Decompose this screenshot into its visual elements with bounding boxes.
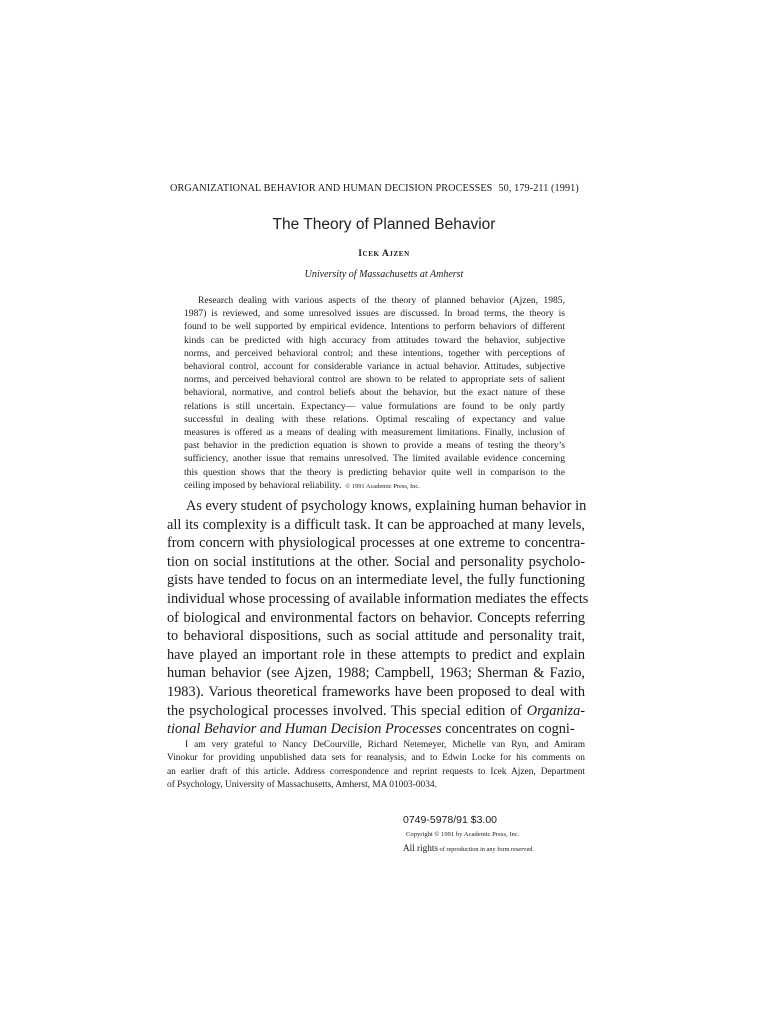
- abstract-line: relations is still uncertain. Expectancy— value formulations are found to be only partly: [184, 400, 565, 412]
- journal-header: [170, 183, 600, 194]
- author-affiliation: University of Massachusetts at Amherst: [304, 269, 464, 280]
- body-line: of biological and environmental factors on behavior. Concepts referring: [167, 609, 585, 626]
- footnote-line: of Psychology, University of Massachusetts, Amherst, MA 01003-0034.: [167, 780, 437, 791]
- rights-rest: of reproduction in any form reserved.: [437, 846, 534, 853]
- abstract-line: 1987) is reviewed, and some unresolved issues are discussed. In broad terms, the theory is: [184, 308, 565, 320]
- abstract-line: measures is offered as a means of dealing with measurement limitations. Finally, inclusion of: [184, 427, 565, 439]
- body-line: individual whose processing of available information mediates the effects: [167, 590, 589, 607]
- body-line: 1983). Various theoretical frameworks have been proposed to deal with: [167, 683, 585, 700]
- footnote-line: I am very grateful to Nancy DeCourville, Richard Netemeyer, Michelle van Ryn, and Amiram: [185, 740, 585, 750]
- body-paragraph: [167, 497, 589, 739]
- body-line: gists have tended to focus on an intermediate level, the fully functioning: [167, 572, 585, 589]
- abstract-line: past behavior in the prediction equation is shown to provide a means of testing the theory’s: [184, 440, 565, 452]
- body-line: have played an important role in these attempts to predict and explain: [167, 646, 585, 663]
- journal-title-italic: tional Behavior and Human Decision Processes: [167, 721, 442, 738]
- abstract-line-text: ceiling imposed by behavioral reliability.: [184, 479, 342, 491]
- abstract-copyright-note: © 1991 Academic Press, Inc.: [345, 482, 420, 490]
- abstract-line: behavioral, normative, and control beliefs about the behavior, but the exact nature of these: [184, 387, 565, 399]
- body-line: human behavior (see Ajzen, 1988; Campbell, 1963; Sherman & Fazio,: [167, 665, 585, 682]
- abstract-line: kinds can be predicted with high accuracy from attitudes toward the behavior, subjective: [184, 334, 565, 346]
- copyright-line: Copyright © 1991 by Academic Press, Inc.: [406, 831, 520, 838]
- body-line: As every student of psychology knows, explaining human behavior in: [186, 498, 587, 514]
- abstract-line: successful in dealing with these relations. Optimal rescaling of expectancy and value: [184, 413, 565, 425]
- rights-line: [403, 843, 534, 853]
- footnote-line: Vinokur for providing unpublished data sets for reanalysis, and to Edwin Locke for his comments on: [167, 753, 585, 764]
- body-line: from concern with physiological processes at one extreme to concentra-: [167, 535, 585, 552]
- article-author: Icek Ajzen: [358, 249, 410, 259]
- abstract-line: norms, and perceived behavioral control are shown to be related to appropriate sets of salient: [184, 374, 565, 386]
- abstract-line: norms, and perceived behavioral control; and these intentions, together with perceptions of: [184, 347, 565, 359]
- journal-name: ORGANIZATIONAL BEHAVIOR AND HUMAN DECISION PROCESSES: [170, 183, 493, 194]
- body-line: [167, 720, 585, 739]
- footnote-line: an earlier draft of this article. Address correspondence and reprint requests to Icek Ajzen, Department: [167, 766, 585, 777]
- abstract-line: found to be well supported by empirical evidence. Intentions to perform behaviors of different: [184, 321, 565, 333]
- body-line: [167, 702, 585, 721]
- journal-title-italic: Organiza-: [526, 702, 585, 719]
- abstract-line: Research dealing with various aspects of the theory of planned behavior (Ajzen, 1985,: [198, 295, 565, 306]
- article-title: The Theory of Planned Behavior: [272, 216, 496, 233]
- body-text: concentrates on cogni-: [441, 721, 575, 738]
- abstract-line: sufficiency, another issue that remains unresolved. The limited available evidence concerning: [184, 453, 565, 465]
- abstract-line: this question shows that the theory is predicting behavior quite well in comparison to the: [184, 466, 565, 478]
- body-line: tion on social institutions at the other. Social and personality psycholo-: [167, 553, 585, 570]
- footnote: [167, 739, 585, 793]
- body-line: all its complexity is a difficult task. It can be approached at many levels,: [167, 516, 585, 533]
- body-line: to behavioral dispositions, such as social attitude and personality trait,: [167, 628, 585, 645]
- price-code: 0749-5978/91 $3.00: [403, 814, 498, 826]
- volume-info: 50, 179-211 (1991): [498, 183, 579, 194]
- rights-lead: All rights: [403, 843, 438, 853]
- abstract: [184, 294, 565, 493]
- abstract-line: behavioral control, account for considerable variance in actual behavior. Attitudes, subjective: [184, 361, 565, 373]
- abstract-last-line: [184, 479, 565, 493]
- body-text: the psychological processes involved. This special edition of: [167, 702, 527, 719]
